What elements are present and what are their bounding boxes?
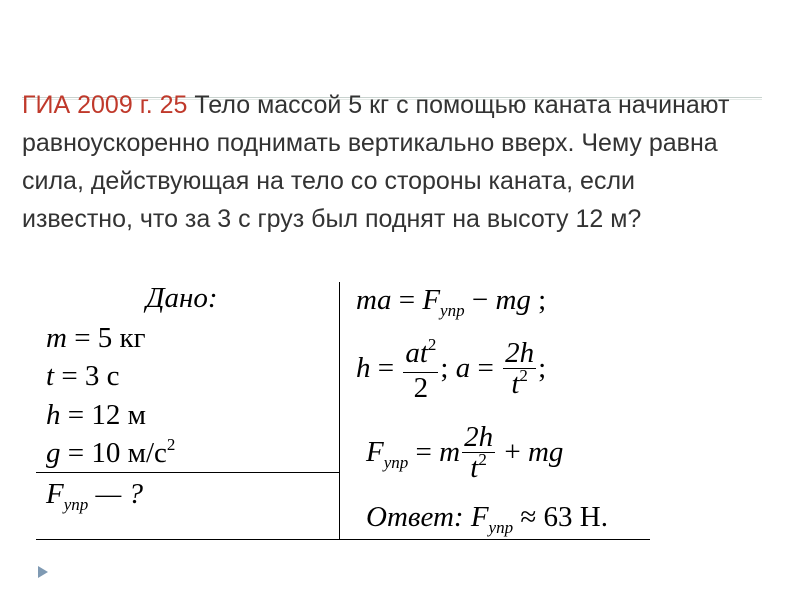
given-mass: m = 5 кг <box>46 322 146 354</box>
given-find-divider <box>36 472 339 473</box>
table-vertical-divider <box>339 282 340 540</box>
problem-text: Тело массой 5 кг с помощью каната начинают равноускоренно поднимать вертикально вверх. Чему равна сила, действующая на тело со стороны каната, если известно, что за 3 с груз был поднят на высоту 12 м? <box>22 91 730 233</box>
problem-statement <box>22 86 752 238</box>
fraction-at2-over-2: $\frac{at^2}{2}$ <box>405 335 437 404</box>
fraction-2h-over-t2: $\frac{2h}{t^2}$ <box>505 337 535 400</box>
fraction-2h-over-t2-force: $\frac{2h}{t^2}$ <box>464 421 494 484</box>
given-solution-table <box>36 282 650 540</box>
given-heading: Дано: <box>146 282 218 314</box>
play-triangle-icon[interactable] <box>38 566 48 578</box>
given-gravity: g = 10 $м/с^2$ <box>46 435 176 469</box>
equation-kinematics: h = $\frac{at^2}{2}$ ; a = $\frac{2h}{t^2}$ ; <box>356 335 547 404</box>
given-height: h = 12 м <box>46 399 146 431</box>
answer: Ответ: $F_{упр} \approx 63$ Н. <box>366 501 608 537</box>
equation-newton: ma = $F_{упр}$ − mg ; <box>356 284 547 320</box>
find-force: $F_{упр}$ — ? <box>46 478 144 514</box>
table-bottom-line <box>36 539 650 540</box>
problem-label: ГИА 2009 г. 25 <box>22 91 188 119</box>
given-time: t = 3 с <box>46 360 120 392</box>
equation-force: $F_{упр} = m$ $\frac{2h}{t^2}$ + mg <box>366 422 563 487</box>
